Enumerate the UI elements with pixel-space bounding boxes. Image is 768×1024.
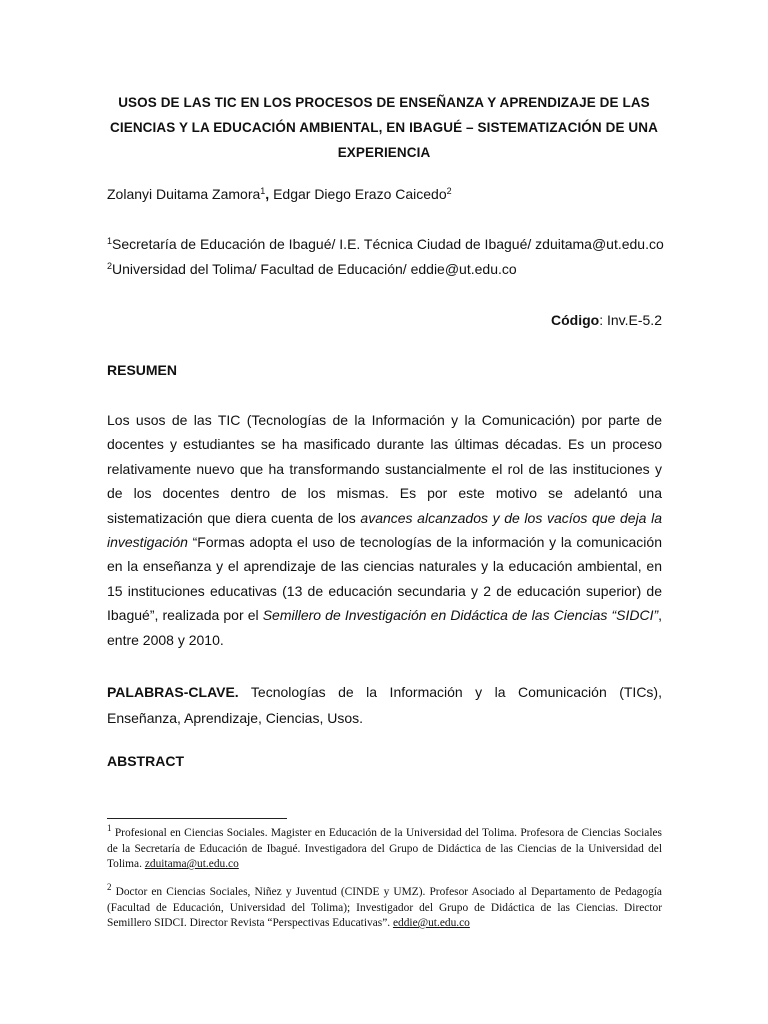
document-code	[551, 312, 662, 328]
affiliation-1	[107, 236, 664, 252]
affiliation-2	[107, 261, 517, 277]
footnote-1	[107, 823, 662, 873]
keywords-label: PALABRAS-CLAVE.	[107, 684, 239, 700]
footnote-2-text: Doctor en Ciencias Sociales, Niñez y Juventud (CINDE y UMZ). Profesor Asociado al Departamento de Pedagogía (Facultad de Educación, Universidad del Tolima); Investigador del Grupo de Didáctica de las Ciencias. Director Semillero SIDCI. Director Revista “Perspectivas Educativas”.	[107, 886, 662, 929]
footnote-1-sup: 1	[107, 823, 112, 833]
footnote-2-sup: 2	[107, 882, 112, 892]
resumen-text-3: , entre 2008 y 2010.	[107, 607, 663, 648]
document-title: USOS DE LAS TIC EN LOS PROCESOS DE ENSEÑANZA Y APRENDIZAJE DE LAS CIENCIAS Y LA EDUCACIÓN AMBIENTAL, EN IBAGUÉ – SISTEMATIZACIÓN DE UNA EXPERIENCIA	[110, 95, 658, 160]
footnote-1-text: Profesional en Ciencias Sociales. Magister en Educación de la Universidad del Tolima. Profesora de Ciencias Sociales de la Secretaría de Educación de Ibagué. Investigadora del Grupo de Didáctica de las Ciencias de la Universidad del Tolima.	[107, 827, 662, 870]
footnote-2-email-link[interactable]: eddie@ut.edu.co	[392, 917, 470, 929]
resumen-italic-2: Semillero de Investigación en Didáctica de las Ciencias “SIDCI”	[262, 607, 659, 624]
affiliation-1-text: Secretaría de Educación de Ibagué/ I.E. Técnica Ciudad de Ibagué/ zduitama@ut.edu.co	[112, 236, 664, 252]
footnote-1-email-link[interactable]: zduitama@ut.edu.co	[144, 858, 239, 870]
resumen-text-2: “Formas adopta el uso de tecnologías de la información y la comunicación en la enseñanza y el aprendizaje de las ciencias naturales y la educación ambiental, en 15 instituciones educativas (13 de educación secundaria y 2 de educación superior) de Ibagué”, realizada por el	[107, 534, 662, 624]
abstract-heading: ABSTRACT	[107, 753, 184, 769]
author-2-sup: 2	[446, 186, 452, 196]
resumen-italic-1: avances alcanzados y de los vacíos que deja la investigación	[107, 509, 662, 551]
author-1-name: Zolanyi Duitama Zamora	[107, 186, 261, 202]
resumen-heading: RESUMEN	[107, 362, 178, 378]
footnote-divider	[107, 818, 287, 819]
author-1-sup: 1	[260, 186, 266, 196]
keywords-paragraph	[107, 679, 662, 731]
affiliation-2-sup: 2	[107, 261, 113, 271]
keywords-text: Tecnologías de la Información y la Comunicación (TICs), Enseñanza, Aprendizaje, Ciencias, Usos.	[107, 684, 662, 726]
author-2-name: Edgar Diego Erazo Caicedo	[269, 186, 447, 202]
footnote-2	[107, 882, 662, 932]
author-separator: ,	[265, 186, 270, 202]
code-value: : Inv.E-5.2	[599, 312, 662, 328]
resumen-paragraph	[107, 408, 662, 652]
affiliation-2-text: Universidad del Tolima/ Facultad de Educación/ eddie@ut.edu.co	[112, 261, 517, 277]
author-line	[107, 186, 452, 202]
code-label: Código	[551, 312, 600, 328]
affiliation-1-sup: 1	[107, 236, 113, 246]
resumen-text-1: Los usos de las TIC (Tecnologías de la Información y la Comunicación) por parte de docentes y estudiantes se ha masificado durante las últimas décadas. Es un proceso relativamente nuevo que ha transformando sustancialmente el rol de las instituciones y de los docentes dentro de los mismas. Es por este motivo se adelantó una sistematización que diera cuenta de los	[107, 412, 662, 526]
